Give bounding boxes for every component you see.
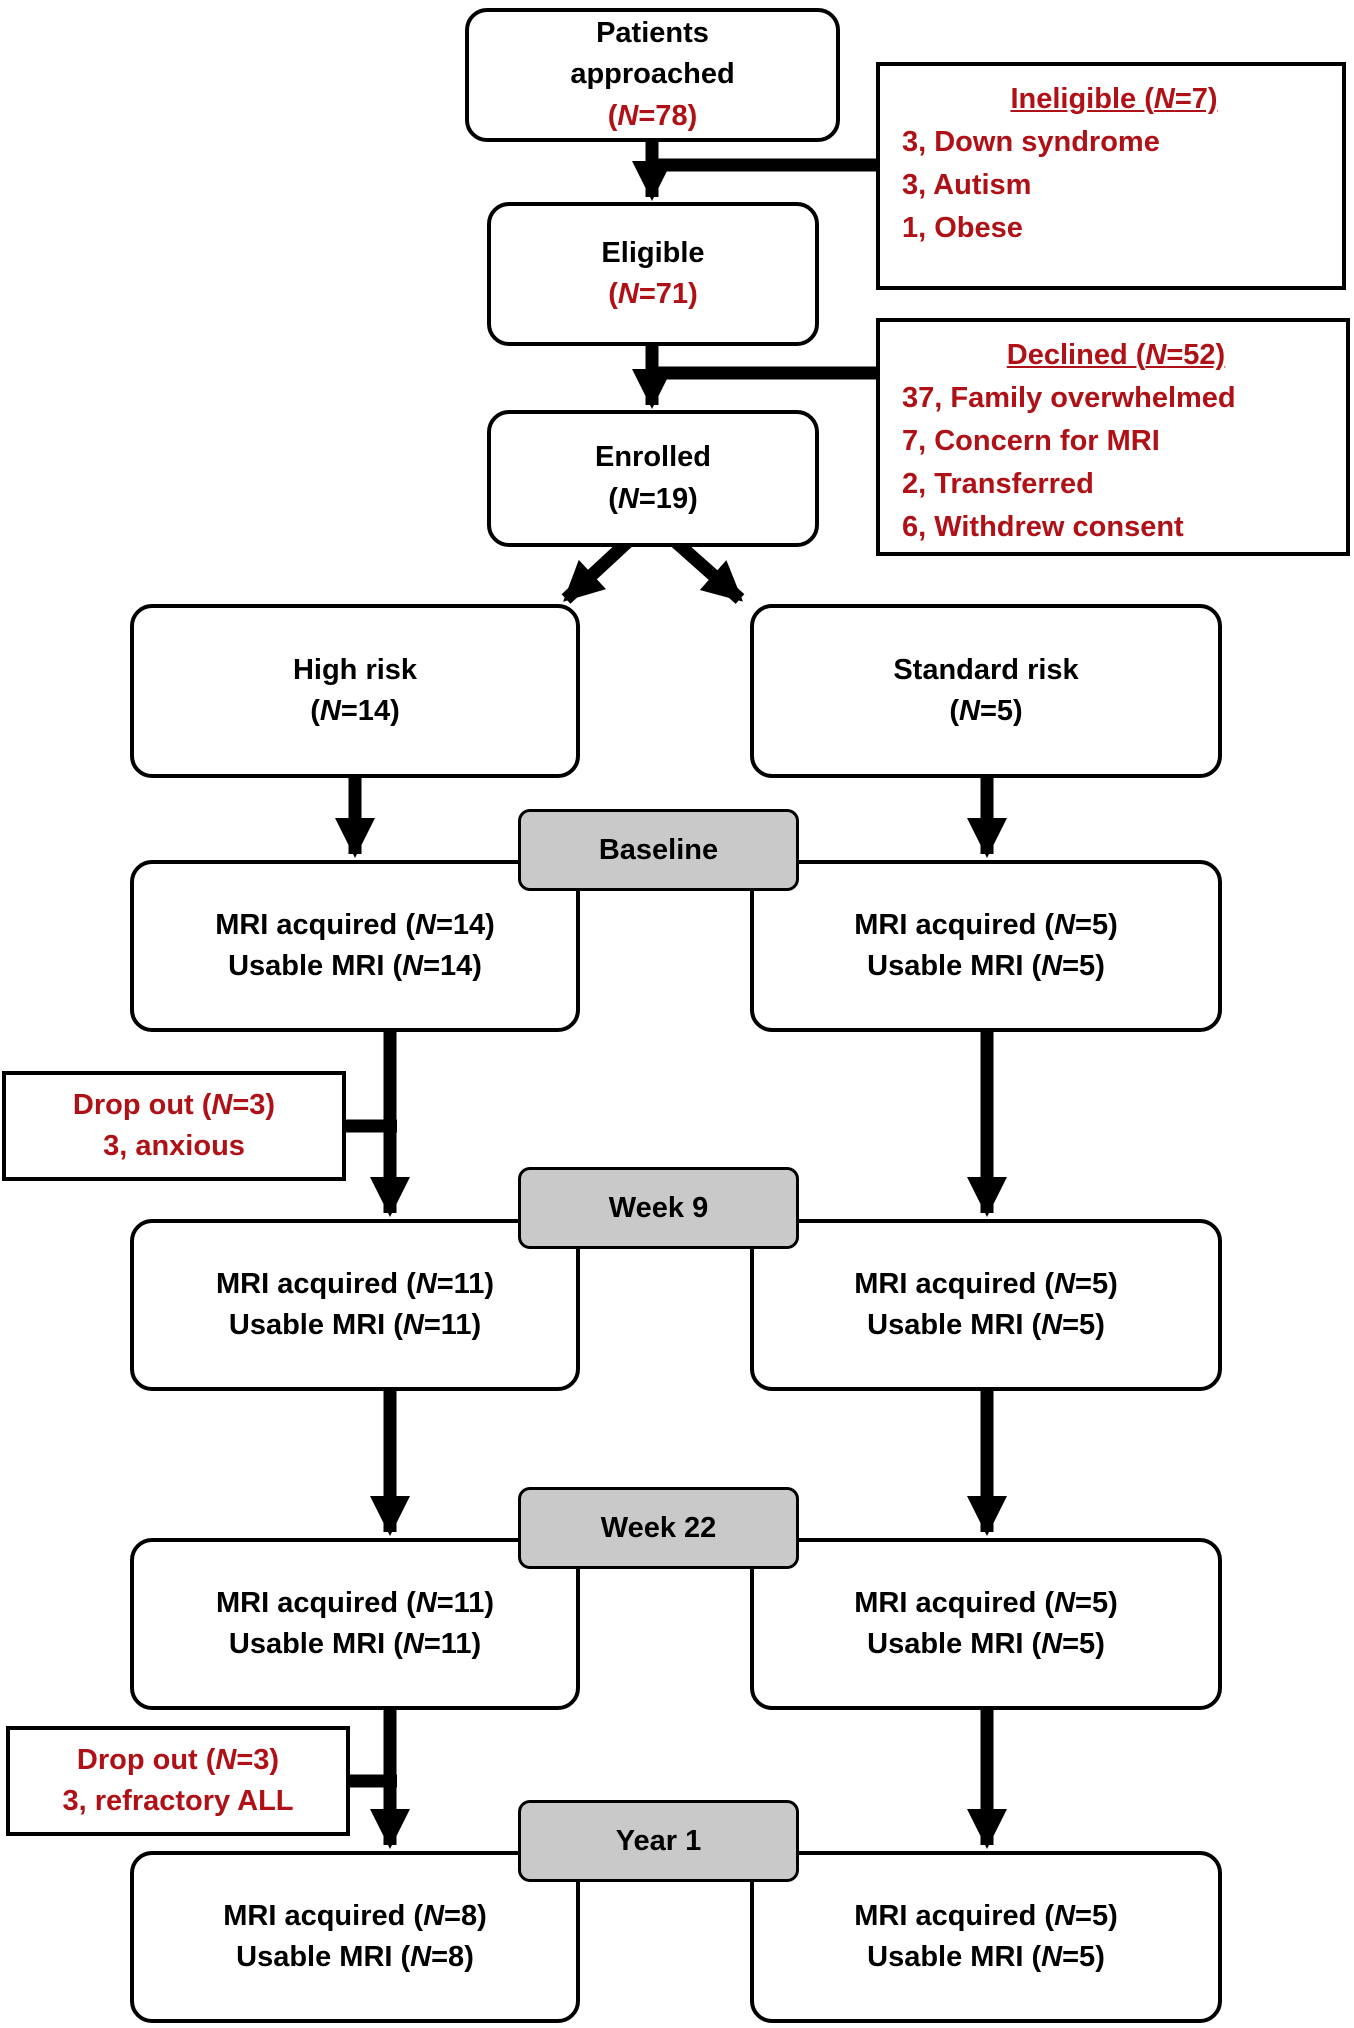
eligible-box [487, 202, 819, 346]
standard-risk-count: (N=5) [949, 695, 1023, 727]
ineligible-title: Ineligible (N=7) [1010, 83, 1218, 115]
stage-label-text: Week 9 [608, 1191, 709, 1224]
declined-title: Declined (N=52) [1006, 339, 1226, 371]
enrolled-box [487, 410, 819, 547]
stage-label-text: Week 22 [600, 1511, 717, 1544]
dropout-title: Drop out (N=3) [76, 1743, 280, 1776]
high-risk-count: (N=14) [310, 695, 400, 727]
ineligible-item: 3, Autism [902, 168, 1032, 201]
dropout-reason: 3, refractory ALL [62, 1785, 294, 1817]
week22-high-risk-mri-box [130, 1538, 580, 1710]
stage-label-week9 [518, 1167, 799, 1249]
usable-mri-line: Usable MRI (N=5) [867, 950, 1105, 982]
standard-risk-label: Standard risk [893, 653, 1079, 686]
usable-mri-line: Usable MRI (N=5) [867, 1941, 1105, 1973]
declined-box [876, 318, 1350, 556]
mri-acquired-line: MRI acquired (N=5) [854, 908, 1118, 941]
stage-label-baseline [518, 809, 799, 891]
enrolled-count: (N=19) [608, 482, 698, 515]
patients-approached-box [465, 8, 840, 142]
stage-label-year1 [518, 1800, 799, 1882]
declined-item: 6, Withdrew consent [902, 510, 1184, 543]
standard-risk-box [750, 604, 1222, 778]
ineligible-item: 1, Obese [902, 211, 1023, 244]
declined-item: 2, Transferred [902, 467, 1094, 500]
usable-mri-line: Usable MRI (N=11) [228, 1309, 482, 1341]
usable-mri-line: Usable MRI (N=5) [867, 1628, 1105, 1660]
eligible-label: Eligible [601, 236, 705, 269]
declined-item: 7, Concern for MRI [902, 424, 1160, 457]
usable-mri-line: Usable MRI (N=11) [228, 1628, 482, 1660]
stage-label-text: Baseline [598, 833, 719, 866]
stage-label-week22 [518, 1487, 799, 1569]
enrolled-label: Enrolled [594, 441, 711, 474]
dropout-box-2 [6, 1726, 350, 1836]
patients-approached-label: Patients approached [570, 17, 735, 91]
mri-acquired-line: MRI acquired (N=14) [215, 908, 495, 941]
mri-acquired-line: MRI acquired (N=5) [854, 1899, 1118, 1932]
usable-mri-line: Usable MRI (N=5) [867, 1309, 1105, 1341]
mri-acquired-line: MRI acquired (N=5) [854, 1267, 1118, 1300]
eligible-count: (N=71) [608, 278, 698, 310]
mri-acquired-line: MRI acquired (N=11) [215, 1586, 494, 1619]
mri-acquired-line: MRI acquired (N=11) [215, 1267, 494, 1300]
baseline-standard-risk-mri-box [750, 860, 1222, 1032]
dropout-title: Drop out (N=3) [72, 1088, 276, 1121]
baseline-high-risk-mri-box [130, 860, 580, 1032]
ineligible-item: 3, Down syndrome [902, 125, 1160, 158]
usable-mri-line: Usable MRI (N=14) [228, 950, 482, 982]
dropout-reason: 3, anxious [103, 1130, 245, 1162]
dropout-box-1 [2, 1071, 346, 1181]
year1-standard-risk-mri-box [750, 1851, 1222, 2023]
stage-label-text: Year 1 [615, 1824, 702, 1857]
week22-standard-risk-mri-box [750, 1538, 1222, 1710]
mri-acquired-line: MRI acquired (N=5) [854, 1586, 1118, 1619]
high-risk-label: High risk [292, 653, 418, 686]
ineligible-box [876, 62, 1346, 290]
week9-high-risk-mri-box [130, 1219, 580, 1391]
high-risk-box [130, 604, 580, 778]
declined-item: 37, Family overwhelmed [902, 381, 1236, 414]
usable-mri-line: Usable MRI (N=8) [236, 1941, 474, 1973]
patients-approached-count: (N=78) [607, 99, 698, 132]
week9-standard-risk-mri-box [750, 1219, 1222, 1391]
mri-acquired-line: MRI acquired (N=8) [223, 1899, 487, 1932]
year1-high-risk-mri-box [130, 1851, 580, 2023]
